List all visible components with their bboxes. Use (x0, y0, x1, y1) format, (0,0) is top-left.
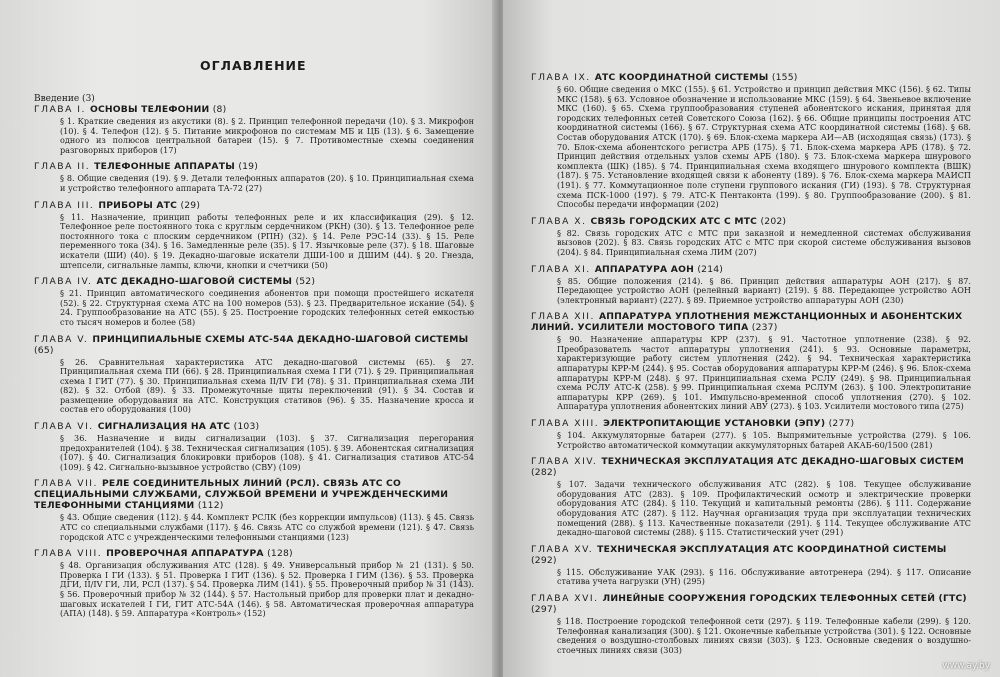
chapter-sections: § 1. Краткие сведения из акустики (8). § 2. Принцип телефонной передачи (10). § 3. Микрофон (10). § 4. Телефон (12). § 5. Питание микрофонов по системам МБ и ЦБ (13). § 6. Замещение одного из полюсов центральной батареи (15). § 7. Противоместные схемы соединения разговорных приборов (17) (60, 116, 474, 155)
chapter-page: (202) (760, 215, 787, 227)
chapter-sections: § 115. Обслуживание УАК (293). § 116. Обслуживание автотренера (294). § 117. Описание статива учета нагрузки (УН) (295) (557, 566, 971, 587)
chapter-title: СВЯЗЬ ГОРОДСКИХ АТС С МТС (590, 215, 758, 227)
toc-chapter (531, 311, 971, 412)
chapter-page: (214) (697, 263, 724, 275)
chapter-number: ГЛАВА XVI. (531, 592, 599, 604)
chapter-number: ГЛАВА V. (34, 333, 89, 345)
chapter-title: СИГНАЛИЗАЦИЯ НА АТС (97, 421, 231, 433)
toc-chapter (531, 216, 971, 258)
toc-chapter (531, 593, 971, 655)
left-column (34, 104, 474, 625)
chapter-page: (52) (295, 276, 316, 288)
chapter-page: (8) (212, 104, 227, 115)
toc-chapter (531, 264, 971, 306)
chapter-page: (112) (197, 500, 224, 512)
chapter-page: (237) (751, 322, 778, 334)
chapter-heading (531, 544, 971, 566)
chapter-sections: § 104. Аккумуляторные батареи (277). § 105. Выпрямительные устройства (279). § 106. Устройство автоматической коммутации аккумуляторных батарей АКАБ-60/1500 (281) (557, 430, 971, 450)
chapter-page: (65) (34, 344, 54, 356)
chapter-title: АППАРАТУРА АОН (594, 263, 694, 275)
toc-chapter (531, 418, 971, 450)
chapter-title: АППАРАТУРА УПЛОТНЕНИЯ МЕЖСТАНЦИОННЫХ И АБОНЕНТСКИХ ЛИНИЙ. УСИЛИТЕЛИ МОСТОВОГО ТИПА (531, 311, 963, 334)
toc-chapter (34, 478, 474, 542)
chapter-sections: § 11. Назначение, принцип работы телефонных реле и их классификация (29). § 12. Телефонное реле постоянного тока с круглым сердечником (РКН) (30). § 13. Телефонное реле постоянного тока с плоским сердечником (РПН) (32). § 14. Реле РЭС-14 (33). § 15. Реле переменного тока (34). § 16. Замедленные реле (35). § 17. Язычковые реле (37). § 18. Шаговые искатели (ШИ) (40). § 19. Декадно-шаговые искатели ДШИ-100 и ДШИМ (44). § 20. Гнезда, штепсели, сигнальные лампы, ключи, кнопки и счетчики (50) (60, 211, 474, 270)
chapter-sections: § 90. Назначение аппаратуры КРР (237). § 91. Частотное уплотнение (238). § 92. Преобразователь частот аппаратуры уплотнения (241). § 93. Основные параметры, характеризующие работу систем уплотнения (242). § 94. Техническая характеристика аппаратуры КРР-М (244). § 95. Состав оборудования аппаратуры КРР-М (246). § 96. Блок-схема аппаратуры КРР-М (248). § 97. Принципиальная схема РСЛУ (249). § 98. Принципиальная схема РСЛУ АТС-К (258). § 99. Принципиальная схема РСЛУМ (263). § 100. Электропитание аппаратуры КРР (269). § 101. Импульсно-временной способ уплотнения (270). § 102. Аппаратура уплотнения абонентских линий АВУ (273). § 103. Усилители мостового типа (275) (557, 334, 971, 412)
chapter-number: ГЛАВА X. (531, 215, 587, 227)
chapter-page: (155) (771, 72, 798, 83)
chapter-number: ГЛАВА III. (34, 199, 95, 211)
toc-chapter (531, 72, 971, 210)
toc-chapter (34, 161, 474, 193)
page-title: ОГЛАВЛЕНИЕ (200, 58, 307, 73)
chapter-title: РЕЛЕ СОЕДИНИТЕЛЬНЫХ ЛИНИЙ (РСЛ). СВЯЗЬ АТС СО СПЕЦИАЛЬНЫМИ СЛУЖБАМИ, СЛУЖБОЙ ВРЕМЕНИ И УЧРЕЖДЕНЧЕСКИМИ ТЕЛЕФОННЫМИ СТАНЦИЯМИ (34, 478, 449, 512)
chapter-sections: § 26. Сравнительная характеристика АТС декадно-шаговой системы (65). § 27. Принципиальная схема ПИ (66). § 28. Принципиальная схема I ГИ (71). § 29. Принципиальная схема I ГИТ (77). § 30. Принципиальная схема II/IV ГИ (78). § 31. Принципиальная схема ЛИ (82). § 32. Отбой (89). § 33. Промежуточные щиты переключений (91). § 34. Состав и размещение оборудования на АТС. Конструкция стативов (96). § 35. Назначение кросса и состав его оборудования (100) (60, 356, 474, 415)
chapter-title: АТС КООРДИНАТНОЙ СИСТЕМЫ (594, 72, 769, 83)
chapter-number: ГЛАВА XV. (531, 543, 594, 555)
chapter-sections: § 48. Организация обслуживания АТС (128). § 49. Универсальный прибор № 21 (131). § 50. Проверка I ГИ (133). § 51. Проверка I ГИТ (136). § 52. Проверка I ГИМ (136). § 53. Проверка ДГИ, II/IV ГИ, ЛИ, РСЛ (137). § 54. Проверка ЛИМ (141). § 55. Проверочный прибор № 31 (143). § 56. Проверочный прибор № 32 (144). § 57. Настольный прибор для проверки плат и декадно-шаговых искателей I ГИ, ГИТ АТС-54А (146). § 58. Автоматическая проверочная аппаратура (АПА) (148). § 59. Аппаратура «Контроль» (152) (60, 560, 474, 619)
toc-chapter (34, 104, 474, 155)
toc-chapter (34, 276, 474, 327)
toc-chapter (531, 544, 971, 587)
chapter-sections: § 36. Назначение и виды сигнализации (103). § 37. Сигнализация перегорания предохранителей (104). § 38. Техническая сигнализация (105). § 39. Абонентская сигнализация (107). § 40. Сигнализация блокировки приборов (108). § 41. Сигнализация стативов АТС-54 (109). § 42. Сигнально-вызывное устройство (СВУ) (109) (60, 433, 474, 472)
right-page (503, 0, 1000, 677)
chapter-page: (292) (531, 554, 557, 566)
chapter-heading (34, 200, 474, 211)
toc-chapter (531, 456, 971, 538)
chapter-heading (531, 456, 971, 478)
chapter-heading (34, 421, 474, 432)
chapter-page: (19) (238, 161, 259, 173)
chapter-number: ГЛАВА XIV. (531, 456, 598, 468)
chapter-number: ГЛАВА XI. (531, 263, 591, 275)
chapter-number: ГЛАВА IX. (531, 72, 591, 83)
chapter-number: ГЛАВА IV. (34, 276, 93, 288)
chapter-number: ГЛАВА XIII. (531, 418, 600, 430)
toc-chapter (34, 421, 474, 472)
chapter-sections: § 8. Общие сведения (19). § 9. Детали телефонных аппаратов (20). § 10. Принципиальная схема и устройство телефонного аппарата ТА-72 (27) (60, 173, 474, 193)
chapter-heading (34, 334, 474, 356)
chapter-title: ПРИБОРЫ АТС (98, 199, 178, 211)
toc-intro: Введение (3) (34, 94, 95, 104)
toc-chapter (34, 200, 474, 271)
chapter-number: ГЛАВА I. (34, 104, 86, 115)
chapter-heading (531, 72, 971, 83)
chapter-title: ПРОВЕРОЧНАЯ АППАРАТУРА (106, 548, 264, 560)
right-column (531, 72, 971, 661)
chapter-heading (531, 593, 971, 615)
chapter-page: (297) (531, 603, 557, 615)
chapter-heading (34, 548, 474, 559)
chapter-page: (282) (531, 467, 557, 479)
chapter-title: АТС ДЕКАДНО-ШАГОВОЙ СИСТЕМЫ (96, 276, 293, 288)
toc-chapter (34, 548, 474, 619)
chapter-title: ЛИНЕЙНЫЕ СООРУЖЕНИЯ ГОРОДСКИХ ТЕЛЕФОННЫХ СЕТЕЙ (ГТС) (602, 592, 967, 604)
chapter-heading (531, 311, 971, 333)
chapter-heading (531, 418, 971, 429)
chapter-sections: § 60. Общие сведения о МКС (155). § 61. Устройство и принцип действия МКС (156). § 62. Типы МКС (158). § 63. Условное обозначение и использование МКС (159). § 64. Звеньевое включение МКС (160). § 65. Схема группообразования ступеней абонентского искания, принятая для городских телефонных сетей Советского Союза (162). § 66. Общие принципы построения АТС координатной системы (166). § 67. Структурная схема АТС координатной системы (168). § 68. Состав оборудования АТСК (170). § 69. Блок-схема маркера АИ—АВ (исходящая связь) (173). § 70. Блок-схема абонентского регистра АРБ (175). § 71. Блок-схема маркера АРБ (178). § 72. Принцип действия отдельных узлов схемы АРБ (180). § 73. Блок-схема маркера шнурового комплекта (ШК) (185). § 74. Принципиальная схема входящего шнурового комплекта (ВШК) (187). § 75. Установление входящей связи к абоненту (189). § 76. Блок-схема маркера МАИСП (191). § 77. Коммутационное поле ступени группового искания (ГИ) (193). § 78. Структурная схема ПСК-1000 (197). § 79. АТС-К Пентаконта (199). § 80. Группообразование (200). § 81. Способы передачи информации (202) (557, 84, 971, 210)
chapter-title: ТЕЛЕФОННЫЕ АППАРАТЫ (94, 161, 235, 173)
chapter-number: ГЛАВА XII. (531, 311, 595, 323)
chapter-heading (34, 161, 474, 172)
chapter-heading (34, 104, 474, 115)
chapter-page: (103) (233, 421, 260, 433)
chapter-sections: § 82. Связь городских АТС с МТС при заказной и немедленной системах обслуживания вызовов (202). § 83. Связь городских АТС с МТС при скорой системе обслуживания вызовов (204). § 84. Принципиальная схема ЛИМ (207) (557, 227, 971, 257)
chapter-number: ГЛАВА VII. (34, 478, 98, 490)
chapter-page: (128) (267, 548, 293, 560)
chapter-sections: § 43. Общие сведения (112). § 44. Комплект РСЛК (без коррекции импульсов) (113). § 45. Связь АТС со специальными службами (117). § 46. Связь АТС со службой времени (121). § 47. Связь городской АТС с учрежденческими телефонными станциями (123) (60, 512, 474, 542)
chapter-number: ГЛАВА VI. (34, 421, 94, 433)
chapter-number: ГЛАВА VIII. (34, 548, 103, 560)
chapter-sections: § 85. Общие положения (214). § 86. Принцип действия аппаратуры АОН (217). § 87. Передающее устройство АОН (релейный вариант) (219). § 88. Передающее устройство АОН (электронный вариант) (227). § 89. Приемное устройство аппаратуры АОН (230) (557, 275, 971, 305)
chapter-heading (34, 276, 474, 287)
chapter-sections: § 107. Задачи технического обслуживания АТС (282). § 108. Текущее обслуживание оборудования АТС (283). § 109. Профилактический осмотр и электрические проверки оборудования АТС (284). § 110. Текущий и капитальный ремонты (286). § 111. Содержание оборудования АТС (287). § 112. Научная организация труда при эксплуатации технических помещений (288). § 113. Качественные показатели (291). § 114. Текущее обслуживание АТС декадно-шаговой системы (288). § 115. Статистический учет (291) (557, 479, 971, 538)
left-page (0, 0, 497, 677)
chapter-heading (34, 478, 474, 511)
chapter-title: ТЕХНИЧЕСКАЯ ЭКСПЛУАТАЦИЯ АТС ДЕКАДНО-ШАГОВЫХ СИСТЕМ (601, 456, 964, 468)
watermark: www.ay.by (942, 661, 990, 671)
chapter-page: (29) (180, 199, 201, 211)
chapter-title: ОСНОВЫ ТЕЛЕФОНИИ (89, 104, 210, 115)
chapter-sections: § 118. Построение городской телефонной сети (297). § 119. Телефонные кабели (299). § 120. Телефонная канализация (300). § 121. Оконечные кабельные устройства (301). § 122. Основные сведения о воздушно-столбовых линиях связи (303). § 123. Основные сведения о воздушно-стоечных линиях связи (303) (557, 615, 971, 655)
chapter-heading (531, 264, 971, 275)
chapter-page: (277) (828, 418, 855, 430)
toc-chapter (34, 334, 474, 416)
chapter-title: ЭЛЕКТРОПИТАЮЩИЕ УСТАНОВКИ (ЭПУ) (603, 418, 826, 430)
chapter-heading (531, 216, 971, 227)
chapter-title: ТЕХНИЧЕСКАЯ ЭКСПЛУАТАЦИЯ АТС КООРДИНАТНОЙ СИСТЕМЫ (597, 543, 947, 555)
chapter-number: ГЛАВА II. (34, 161, 91, 173)
chapter-title: ПРИНЦИПИАЛЬНЫЕ СХЕМЫ АТС-54А ДЕКАДНО-ШАГОВОЙ СИСТЕМЫ (92, 333, 469, 345)
chapter-sections: § 21. Принцип автоматического соединения абонентов при помощи простейшего искателя (52). § 22. Структурная схема АТС на 100 номеров (53). § 23. Предварительное искание (54). § 24. Группообразование на АТС (55). § 25. Построение городских телефонных сетей емкостью сто тысяч номеров и более (58) (60, 288, 474, 327)
